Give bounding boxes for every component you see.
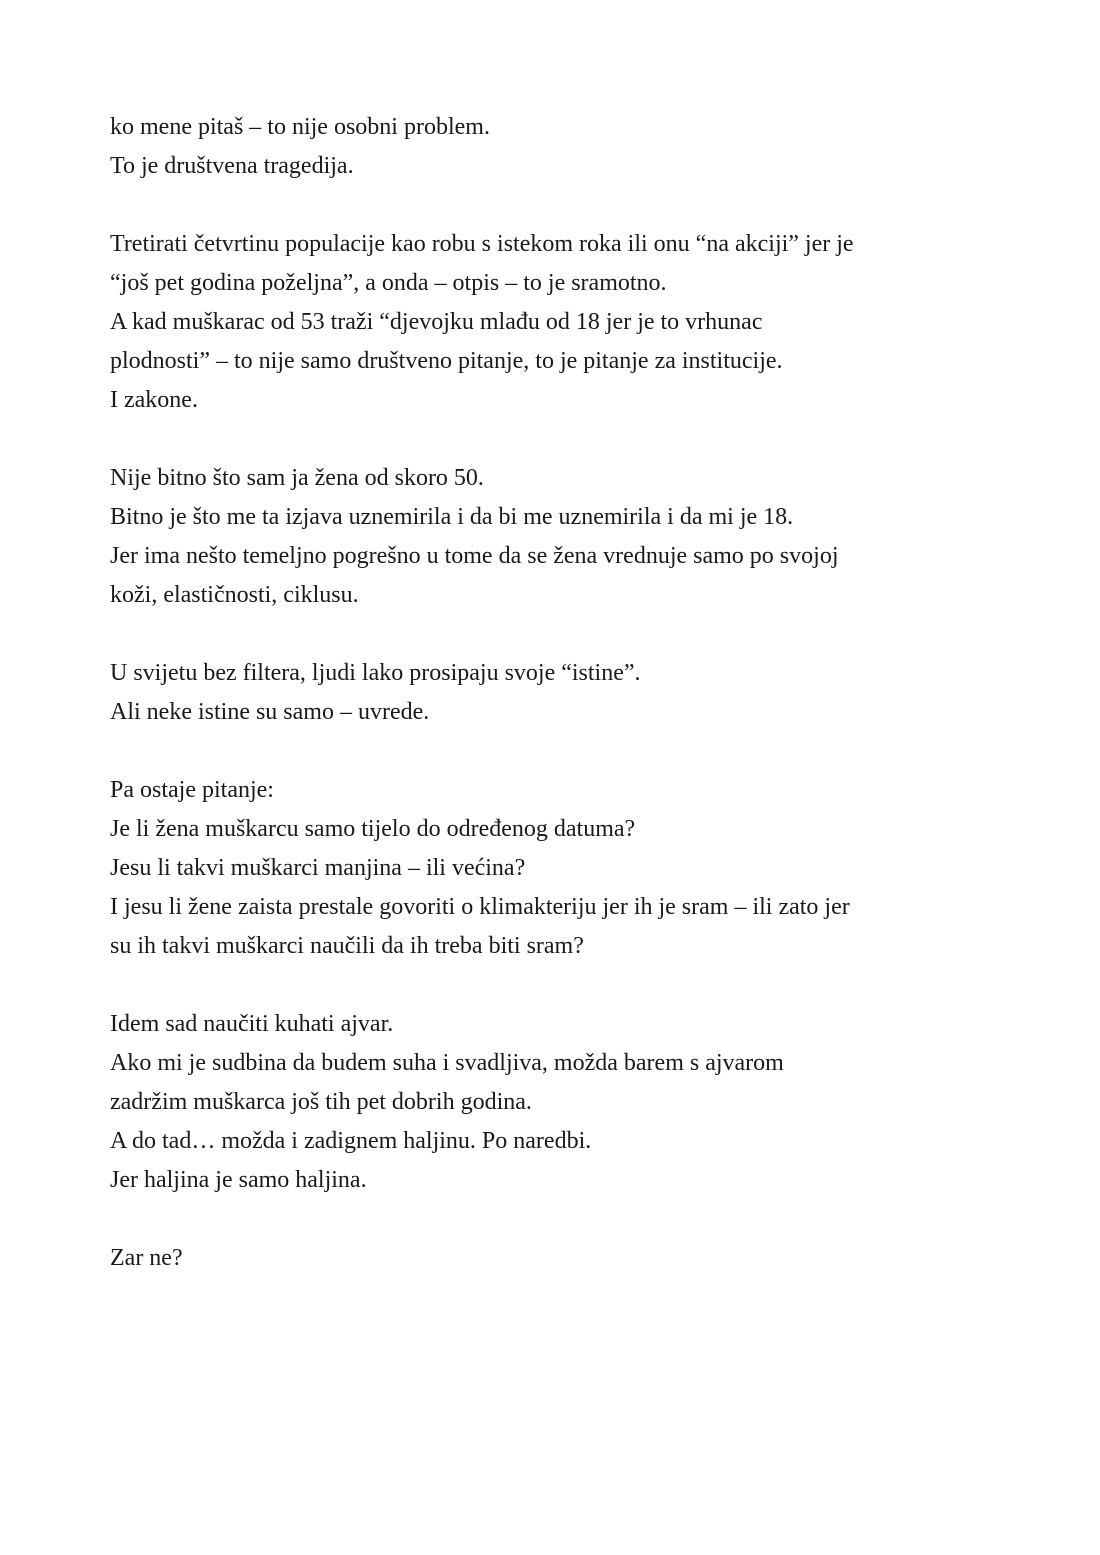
text-line: “još pet godina poželjna”, a onda – otpis – to je sramotno. xyxy=(110,270,667,296)
paragraph-6 xyxy=(110,1005,1010,1200)
text-line: zadržim muškarca još tih pet dobrih godina. xyxy=(110,1089,532,1115)
text-line: U svijetu bez filtera, ljudi lako prosipaju svoje “istine”. xyxy=(110,660,641,686)
text-line: I zakone. xyxy=(110,387,198,413)
text-line: I jesu li žene zaista prestale govoriti o klimakteriju jer ih je sram – ili zato jer xyxy=(110,894,850,920)
text-line: Jer haljina je samo haljina. xyxy=(110,1167,367,1193)
text-line: A do tad… možda i zadignem haljinu. Po naredbi. xyxy=(110,1128,592,1154)
text-line: plodnosti” – to nije samo društveno pitanje, to je pitanje za institucije. xyxy=(110,348,783,374)
text-line: Ali neke istine su samo – uvrede. xyxy=(110,699,430,725)
paragraph-3 xyxy=(110,459,1010,615)
text-line: Idem sad naučiti kuhati ajvar. xyxy=(110,1011,394,1037)
paragraph-2 xyxy=(110,225,1010,420)
text-line: Bitno je što me ta izjava uznemirila i da bi me uznemirila i da mi je 18. xyxy=(110,504,794,530)
text-line: Tretirati četvrtinu populacije kao robu s istekom roka ili onu “na akciji” jer je xyxy=(110,231,854,257)
text-line: Je li žena muškarcu samo tijelo do određenog datuma? xyxy=(110,816,636,842)
text-line: Zar ne? xyxy=(110,1245,183,1271)
paragraph-5 xyxy=(110,771,1010,966)
text-line: Jer ima nešto temeljno pogrešno u tome da se žena vrednuje samo po svojoj xyxy=(110,543,839,569)
text-line: Ako mi je sudbina da budem suha i svadljiva, možda barem s ajvarom xyxy=(110,1050,784,1076)
text-line: koži, elastičnosti, ciklusu. xyxy=(110,582,359,608)
document-page xyxy=(110,108,1010,1317)
text-line: A kad muškarac od 53 traži “djevojku mlađu od 18 jer je to vrhunac xyxy=(110,309,763,335)
paragraph-7 xyxy=(110,1239,1010,1278)
text-line: Nije bitno što sam ja žena od skoro 50. xyxy=(110,465,484,491)
text-line: Jesu li takvi muškarci manjina – ili većina? xyxy=(110,855,526,881)
text-line: ko mene pitaš – to nije osobni problem. xyxy=(110,114,490,140)
paragraph-1 xyxy=(110,108,1010,186)
text-line: su ih takvi muškarci naučili da ih treba biti sram? xyxy=(110,933,584,959)
paragraph-4 xyxy=(110,654,1010,732)
text-line: To je društvena tragedija. xyxy=(110,153,354,179)
text-line: Pa ostaje pitanje: xyxy=(110,777,274,803)
